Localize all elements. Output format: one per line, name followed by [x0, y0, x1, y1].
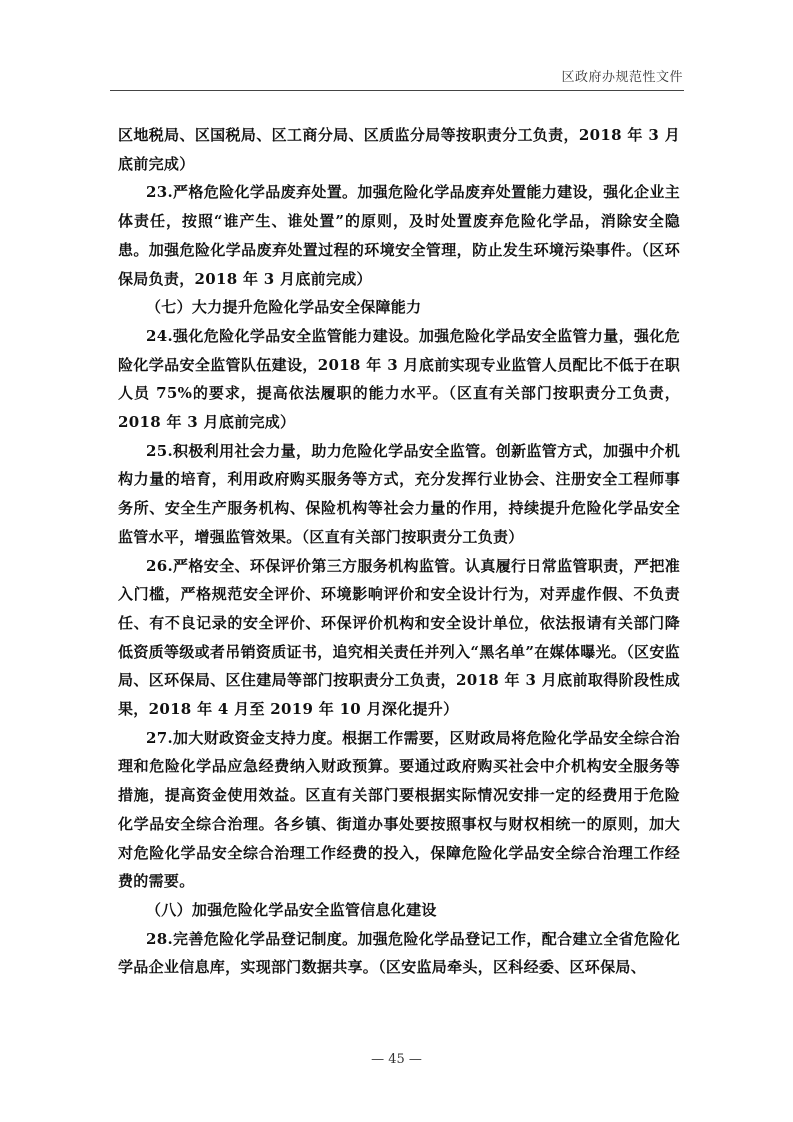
- paragraph-item-23: 23.严格危险化学品废弃处置。加强危险化学品废弃处置能力建设，强化企业主体责任，按照“谁产生、谁处置”的原则，及时处置废弃危险化学品，消除安全隐患。加强危险化学品废弃处置过程的环境安全管理，防止发生环境污染事件。（区环保局负责，2018 年 3 月底前完成）: [118, 183, 680, 288]
- paragraph-continuation: 区地税局、区国税局、区工商分局、区质监分局等按职责分工负责，2018 年 3 月底前完成）: [118, 126, 680, 173]
- section-heading-7: （七）大力提升危险化学品安全保障能力: [146, 298, 422, 317]
- section-heading-8: （八）加强危险化学品安全监管信息化建设: [146, 900, 437, 919]
- paragraph-item-24: 24.强化危险化学品安全监管能力建设。加强危险化学品安全监管力量，强化危险化学品安全监管队伍建设，2018 年 3 月底前实现专业监管人员配比不低于在职人员 75%的要求，提高依法履职的能力水平。（区直有关部门按职责分工负责，2018 年 3 月底前完成）: [118, 326, 680, 432]
- paragraph-item-25: 25.积极利用社会力量，助力危险化学品安全监管。创新监管方式，加强中介机构力量的培育，利用政府购买服务等方式，充分发挥行业协会、注册安全工程师事务所、安全生产服务机构、保险机构等社会力量的作用，持续提升危险化学品安全监管水平，增强监管效果。（区直有关部门按职责分工负责）: [118, 441, 680, 546]
- header-divider: [110, 90, 684, 91]
- running-header: 区政府办规范性文件: [561, 70, 683, 85]
- paragraph-item-26: 26.严格安全、环保评价第三方服务机构监管。认真履行日常监管职责，严把准入门槛，严格规范安全评价、环境影响评价和安全设计行为，对弄虚作假、不负责任、有不良记录的安全评价、环保评价机构和安全设计单位，依法报请有关部门降低资质等级或者吊销资质证书，追究相关责任并列入“黑名单”在媒体曝光。（区安监局、区环保局、区住建局等部门按职责分工负责，2018 年 3 月底前取得阶段性成果，2018 年 4 月至 2019 年 10 月深化提升）: [118, 556, 680, 719]
- paragraph-item-27: 27.加大财政资金支持力度。根据工作需要，区财政局将危险化学品安全综合治理和危险化学品应急经费纳入财政预算。要通过政府购买社会中介机构安全服务等措施，提高资金使用效益。区直有关部门要根据实际情况安排一定的经费用于危险化学品安全综合治理。各乡镇、街道办事处要按照事权与财权相统一的原则，加大对危险化学品安全综合治理工作经费的投入，保障危险化学品安全综合治理工作经费的需要。: [118, 728, 680, 891]
- paragraph-item-28: 28.完善危险化学品登记制度。加强危险化学品登记工作，配合建立全省危险化学品企业信息库，实现部门数据共享。（区安监局牵头，区科经委、区环保局、: [118, 929, 680, 977]
- page-number: — 45 —: [371, 1052, 422, 1067]
- document-body: [118, 121, 680, 982]
